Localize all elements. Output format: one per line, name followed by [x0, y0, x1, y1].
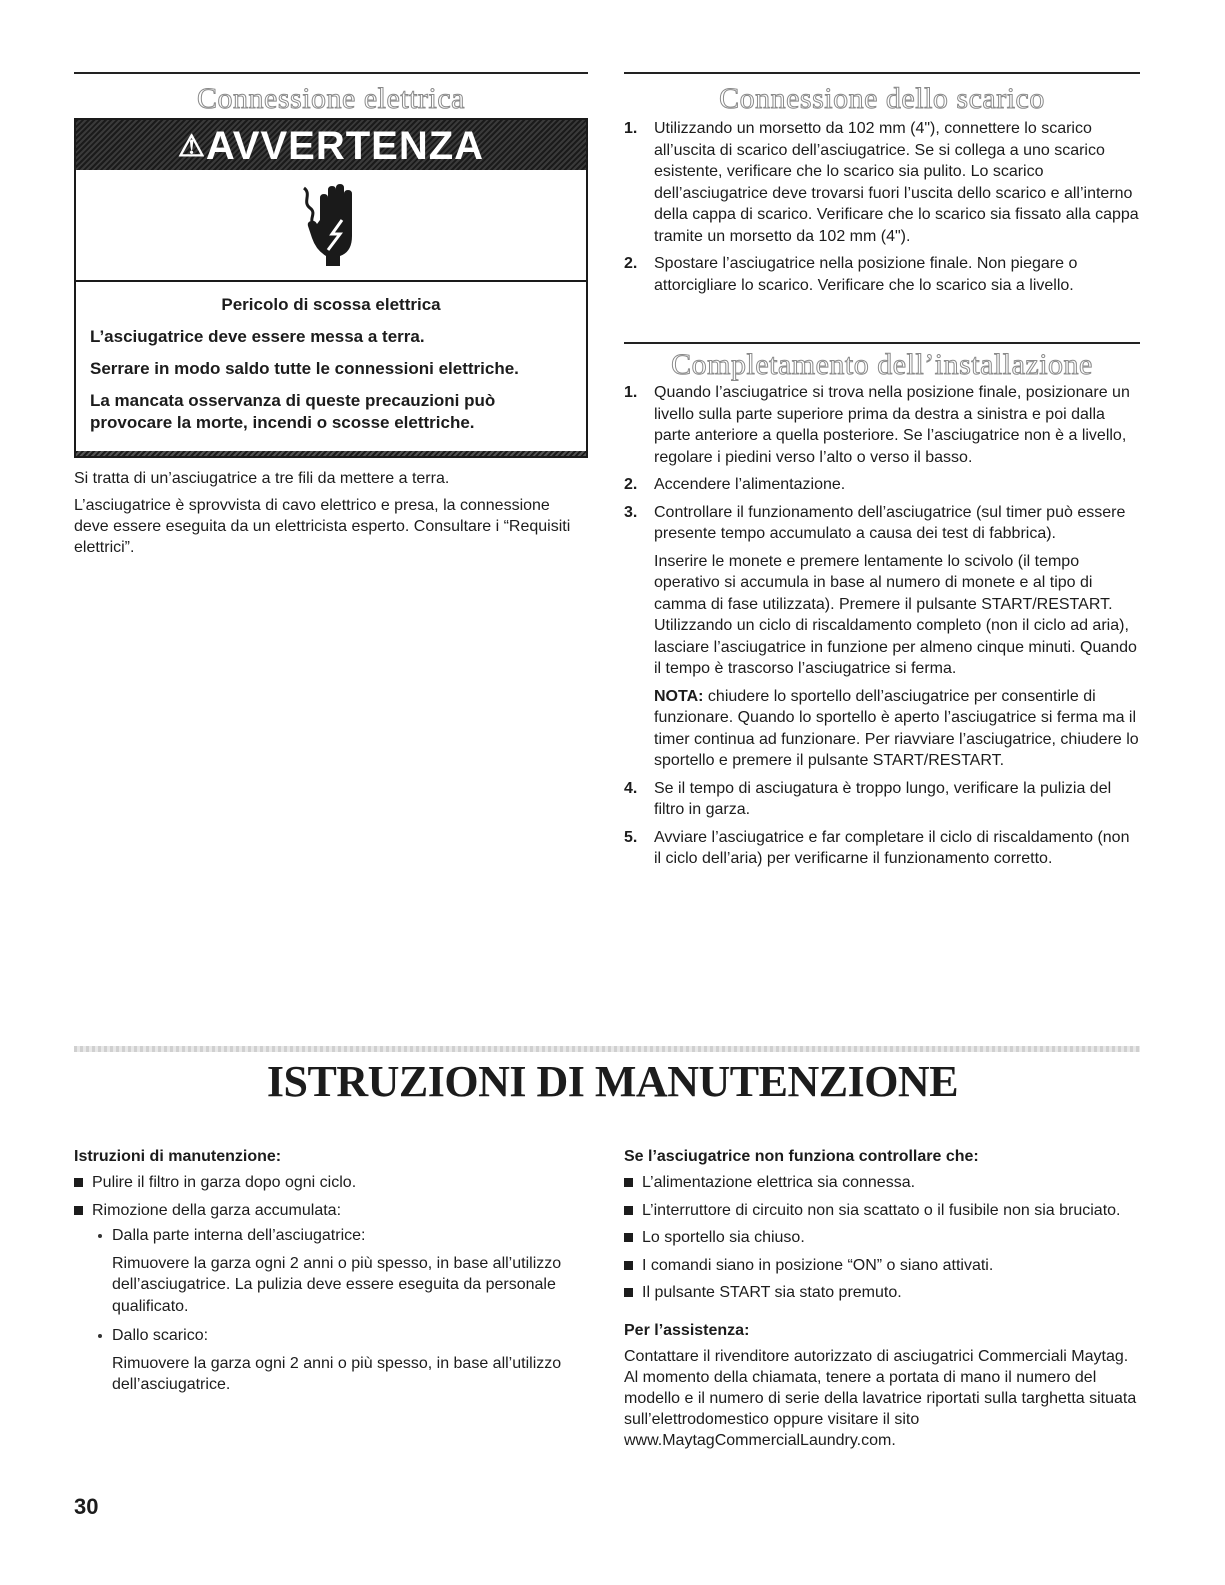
warning-line-1: L’asciugatrice deve essere messa a terra.: [90, 327, 425, 346]
square-bullet-icon: [74, 1178, 83, 1187]
maintenance-left: [74, 1148, 588, 1404]
square-bullet-icon: [624, 1261, 633, 1270]
warning-line-2: Serrare in modo saldo tutte le connessioni elettriche.: [90, 359, 519, 378]
hazard-title: Pericolo di scossa elettrica: [221, 295, 441, 314]
paragraph-1: Si tratta di un’asciugatrice a tre fili da mettere a terra.: [74, 470, 450, 487]
electrical-connection-heading: Connessione elettrica: [197, 82, 465, 115]
square-bullet-icon: [624, 1178, 633, 1187]
install-step-4: 4. Se il tempo di asciugatura è troppo lungo, verificare la pulizia del filtro in garza.: [624, 779, 1112, 818]
install-step-5: 5. Avviare l’asciugatrice e far completare il ciclo di riscaldamento (non il ciclo dell’aria) per verificarne il funzionamento corretto.: [624, 828, 1130, 867]
check-item-4: I comandi siano in posizione “ON” o siano attivati.: [624, 1255, 1140, 1277]
assistance-text: Contattare il rivenditore autorizzato di asciugatrici Commerciali Maytag. Al momento della chiamata, tenere a portata di mano il numero del modello e il numero di serie della lavatrice riportati sulla targhetta situata sull’elettrodomestico oppure visitare il sito www.MaytagCommercialLaundry.com.: [624, 1347, 1137, 1449]
install-step-1: 1. Quando l’asciugatrice si trova nella posizione finale, posizionare un livello sulla parte superiore prima da destra a sinistra e poi dalla parte anteriore a quella posteriore. Se l’asciugatrice non è a livello, regolare i piedini verso l’alto o verso il basso.: [624, 384, 1130, 466]
assistance-heading: Per l’assistenza:: [624, 1321, 750, 1339]
dot-bullet-icon: [98, 1234, 102, 1238]
install-steps: [624, 382, 1140, 876]
maintenance-right: [624, 1148, 1140, 1457]
drain-step-2: 2. Spostare l’asciugatrice nella posizione finale. Non piegare o attorcigliare lo scarico. Verificare che lo scarico sia a livello.: [624, 255, 1078, 294]
maintenance-item-1: Pulire il filtro in garza dopo ogni ciclo.: [74, 1172, 588, 1194]
install-step-3: 3. Controllare il funzionamento dell’asciugatrice (sul timer può essere presente tempo accumulato a causa dei test di fabbrica). Inserire le monete e premere lentamente lo scivolo (il tempo operativo si accumula in base al numero di monete e al tipo di camma di fase utilizzata). Premere il pulsante START/RESTART. Utilizzando un ciclo di riscaldamento completo (non il ciclo ad aria), lasciare l’asciugatrice in funzione per almeno cinque minuti. Quando il tempo è trascorso l’asciugatrice si ferma. NOTA: chiudere lo sportello dell’asciugatrice per consentirle di funzionare. Quando lo sportello è aperto l’asciugatrice si ferma ma il timer continua ad funzionare. Per riavviare l’asciugatrice, chiudere lo sportello e premere il pulsante START/RESTART.: [624, 502, 1140, 772]
troubleshoot-heading: Se l’asciugatrice non funziona controllare che:: [624, 1148, 979, 1165]
warning-triangle-icon: ⚠: [177, 130, 206, 163]
warning-banner: [76, 120, 586, 170]
electric-shock-hand-icon: [298, 180, 368, 270]
drain-steps: [624, 118, 1140, 302]
check-item-5: Il pulsante START sia stato premuto.: [624, 1282, 1140, 1304]
install-top-rule: [624, 342, 1140, 344]
warning-bottom-stripe: [76, 451, 586, 456]
maintenance-subitem-1: Dalla parte interna dell’asciugatrice: Rimuovere la garza ogni 2 anni o più spesso, in base all’utilizzo dell’asciugatrice. La pulizia deve essere eseguita da personale qualificato.: [92, 1225, 588, 1317]
drain-connection-heading: Connessione dello scarico: [719, 82, 1045, 115]
paragraph-2: L’asciugatrice è sprovvista di cavo elettrico e presa, la connessione deve essere eseguita da un elettricista esperto. Consultare i “Requisiti elettrici”.: [74, 497, 571, 556]
warning-banner-text: AVVERTENZA: [205, 124, 485, 168]
square-bullet-icon: [624, 1288, 633, 1297]
warning-line-3: La mancata osservanza di queste precauzioni può provocare la morte, incendi o scosse elettriche.: [90, 391, 496, 432]
check-item-2: L’interruttore di circuito non sia scattato o il fusibile non sia bruciato.: [624, 1200, 1140, 1222]
check-item-3: Lo sportello sia chiuso.: [624, 1227, 1140, 1249]
install-step-3-detail: Inserire le monete e premere lentamente lo scivolo (il tempo operativo si accumula in base al numero di monete e al tipo di camma di fase utilizzata). Premere il pulsante START/RESTART. Utilizzando un ciclo di riscaldamento completo (non il ciclo ad aria), lasciare l’asciugatrice in funzione per almeno cinque minuti. Quando il tempo è trascorso l’asciugatrice si ferma.: [654, 552, 1137, 677]
maintenance-subitem-2: Dallo scarico: Rimuovere la garza ogni 2 anni o più spesso, in base all’utilizzo dell’asciugatrice.: [92, 1325, 588, 1396]
warning-box: [74, 118, 588, 458]
check-item-1: L’alimentazione elettrica sia connessa.: [624, 1172, 1140, 1194]
install-step-3-note: NOTA: chiudere lo sportello dell’asciugatrice per consentirle di funzionare. Quando lo sportello è aperto l’asciugatrice si ferma ma il timer continua ad funzionare. Per riavviare l’asciugatrice, chiudere lo sportello e premere il pulsante START/RESTART.: [654, 687, 1139, 769]
maintenance-title-rule: [74, 1046, 1140, 1052]
maintenance-heading: Istruzioni di manutenzione:: [74, 1148, 282, 1165]
square-bullet-icon: [624, 1233, 633, 1242]
maintenance-title: ISTRUZIONI DI MANUTENZIONE: [266, 1057, 959, 1106]
warning-text: [76, 282, 586, 434]
install-step-2: 2. Accendere l’alimentazione.: [624, 476, 846, 493]
maintenance-item-2: Rimozione della garza accumulata: Dalla parte interna dell’asciugatrice: Rimuovere la garza ogni 2 anni o più spesso, in base all’utilizzo dell’asciugatrice. La pulizia deve essere eseguita da personale qualificato. Dallo scarico: Rimuovere la garza ogni 2 anni o più spesso, in base all’utilizzo dell’asciugatrice.: [74, 1200, 588, 1396]
left-top-rule: [74, 72, 588, 74]
right-top-rule: [624, 72, 1140, 74]
install-completion-heading: Completamento dell’installazione: [671, 348, 1093, 381]
page-number: 30: [74, 1494, 99, 1519]
square-bullet-icon: [74, 1206, 83, 1215]
square-bullet-icon: [624, 1206, 633, 1215]
dot-bullet-icon: [98, 1334, 102, 1338]
warning-icon-area: [76, 170, 586, 282]
drain-step-1: 1. Utilizzando un morsetto da 102 mm (4"), connettere lo scarico all’uscita di scarico dell’asciugatrice. Se si collega a uno scarico esistente, verificare che lo scarico sia pulito. Lo scarico dell’asciugatrice deve trovarsi fuori l’uscita dello scarico e all’interno della cappa di scarico. Verificare che lo scarico sia fissato alla cappa tramite un morsetto da 102 mm (4").: [624, 120, 1139, 245]
electrical-paragraphs: [74, 468, 588, 564]
